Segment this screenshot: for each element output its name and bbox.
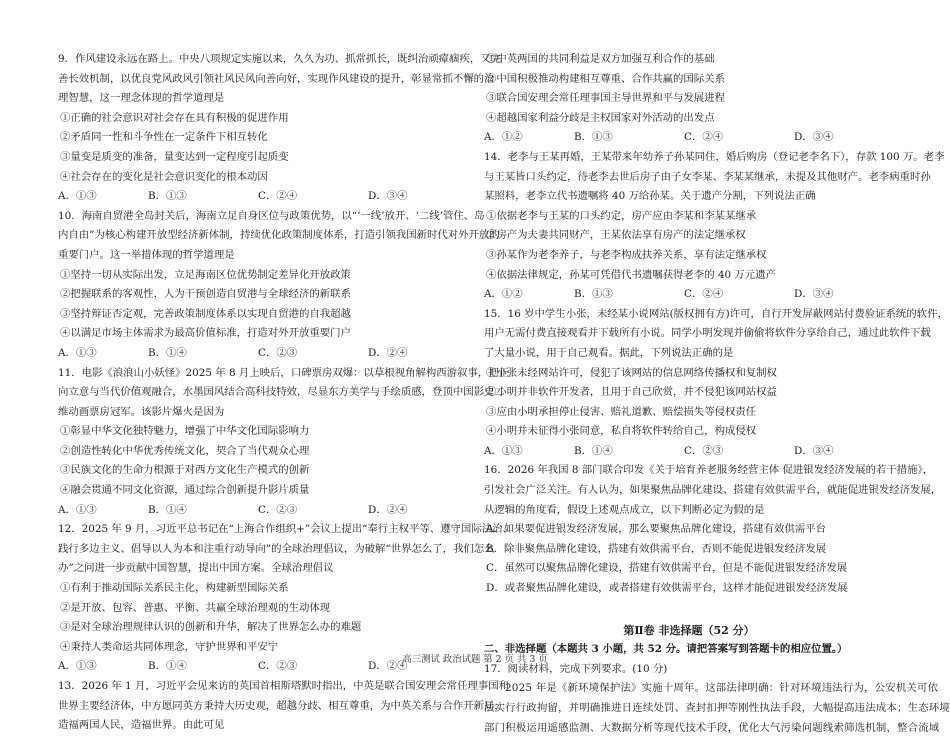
statement-item: ④社会存在的变化是社会意识变化的根本动因 [60, 170, 268, 183]
statement-item: ②创造性转化中华优秀传统文化，契合了当代观众心理 [60, 444, 310, 457]
question-stem: 重要门户。这一举措体现的哲学道理是 [58, 248, 235, 261]
statement-item: ②中国积极推动构建相互尊重、合作共赢的国际关系 [486, 72, 725, 85]
option-b[interactable]: B．①④ [148, 503, 187, 516]
question-stem: 办”之问进一步贡献中国智慧，提出中国方案。全球治理倡议 [58, 562, 334, 575]
option-d[interactable]: D．③④ [794, 444, 834, 457]
option-a[interactable]: A．①② [484, 288, 523, 301]
option-c[interactable]: C．②④ [684, 131, 724, 144]
page-footer: 高三测试 政治试题 第 2 页 共 3 页 [402, 654, 548, 665]
option-c[interactable]: C．虽然可以聚焦品牌化建设，搭建有效供需平台，但是不能促进银发经济发展 [486, 562, 848, 575]
statement-item: ③坚持辩证否定观，完善政策制度体系以实现自贸港的自我超越 [60, 307, 351, 320]
question-9 [58, 50, 502, 207]
answer-options [58, 187, 466, 207]
option-b[interactable]: B．①③ [574, 131, 613, 144]
question-stem: 9．作风建设永远在路上。中央八项规定实施以来，久久为功、抓常抓长，既纠治顽瘴痼疾，又完 [58, 53, 502, 65]
option-d[interactable]: D．③④ [794, 131, 834, 144]
answer-options [58, 344, 466, 364]
option-a[interactable]: A．如果要促进银发经济发展，那么要聚焦品牌化建设，搭建有效供需平台 [486, 523, 827, 536]
answer-options [484, 442, 894, 462]
statement-item: ④依据法律规定，孙某可凭借代书遗嘱获得老李的 40 万元遗产 [486, 268, 776, 281]
question-stem: 引发社会广泛关注。有人认为，如果聚焦品牌化建设、搭建有效供需平台，就能促进银发经济发展， [484, 484, 942, 497]
statement-item: ①彰显中华文化独特魅力，增强了中华文化国际影响力 [60, 425, 310, 438]
statement-item: ③应由小明承担停止侵害、赔礼道歉、赔偿损失等侵权责任 [486, 405, 757, 418]
option-b[interactable]: B．①③ [148, 190, 187, 203]
option-b[interactable]: B．①④ [148, 346, 187, 359]
option-c[interactable]: C．②③ [258, 660, 298, 673]
question-15 [484, 305, 948, 462]
statement-item: ③联合国安理会常任理事国主导世界和平与发展进程 [486, 92, 725, 105]
option-d[interactable]: D．②④ [368, 346, 408, 359]
option-a[interactable]: A．①② [484, 131, 523, 144]
part-2-title: 第Ⅱ卷 非选择题（52 分） [623, 623, 755, 637]
question-stem: 16．2026 年我国 8 部门联合印发《关于培育养老服务经营主体 促进银发经济发展的若干措施》， [484, 464, 934, 477]
question-stem: 理智慧，这一理念体现的哲学道理是 [58, 92, 225, 105]
option-c[interactable]: C．②③ [684, 444, 724, 457]
statement-item: ④融会贯通不同文化资源，通过综合创新提升影片质量 [60, 484, 310, 497]
option-d[interactable]: D．②④ [368, 503, 408, 516]
question-stem: 向立意与当代价值观融合，水墨国风结合高科技特效，尽显东方美学与手绘质感，登顶中国影史二 [58, 386, 505, 399]
question-stem: 世界主要经济体，中方愿同英方秉持大历史观，超越分歧、相互尊重，为中英关系与合作开新局， [58, 699, 505, 712]
statement-item: ④秉持人类命运共同体理念，守护世界和平安宁 [60, 640, 279, 653]
question-11 [58, 364, 510, 521]
question-stem: 14．老李与王某再婚，王某带来年幼养子孙某同住，婚后购房（登记老李名下），存款 100 万。老李 [484, 150, 945, 163]
right-column [484, 50, 950, 738]
option-b[interactable]: B．除非聚焦品牌化建设，搭建有效供需平台，否则不能促进银发经济发展 [486, 542, 827, 555]
statement-item: ②矛盾同一性和斗争性在一定条件下相互转化 [60, 131, 268, 144]
option-d[interactable]: D．②④ [368, 660, 408, 673]
statement-item: ①中英两国的共同利益是双方加强互利合作的基础 [486, 53, 715, 65]
option-b[interactable]: B．①④ [574, 444, 613, 457]
material-text: 部门积极运用遥感监测、大数据分析等现代技术手段，优化大气污染问题线索筛选机制，整合流域 [484, 721, 940, 734]
question-14 [484, 148, 945, 305]
statement-item: ②把握联系的客观性，人为干预创造自贸港与全球经济的新联系 [60, 288, 351, 301]
question-stem: 13．2026 年 1 月，习近平会见来访的英国首相斯塔默时指出，中英是联合国安理会常任理事国和 [58, 680, 510, 692]
statement-item: ③民族文化的生命力根源于对西方文化生产模式的创新 [60, 464, 310, 477]
question-13-continued [484, 50, 894, 148]
material-text: 2025 年是《新环境保护法》实施十周年。这部法律明确：针对环境违法行为，公安机关可依 [505, 682, 939, 695]
statement-item: ②房产为夫妻共同财产，王某依法享有房产的法定继承权 [486, 229, 746, 242]
option-c[interactable]: C．②③ [258, 346, 298, 359]
question-stem: 善长效机制，以优良党风政风引领社风民风向善向好，实现作风建设的提升，彰显常抓不懈的治 [58, 72, 495, 85]
question-stem: 11．电影《浪浪山小妖怪》2025 年 8 月上映后，口碑票房双爆：以草根视角解构西游叙事，把正 [58, 366, 510, 379]
statement-item: ③孙某作为老李养子，与老李构成扶养关系，享有法定继承权 [486, 248, 767, 261]
question-stem: 内自由”为核心构建开放型经济新体制，持续优化政策制度体系，打造引领我国新时代对外开放的 [58, 229, 500, 242]
statement-item: ①依据老李与王某的口头约定，房产应由李某和李某某继承 [486, 209, 757, 222]
option-c[interactable]: C．②③ [258, 503, 298, 516]
answer-options [484, 128, 894, 148]
option-b[interactable]: B．①③ [574, 288, 613, 301]
statement-item: ④以满足市场主体需求为最高价值标准，打造对外开放重要门户 [60, 327, 351, 340]
answer-options [484, 285, 894, 305]
question-stem: 了大量小说，用于自己观看。据此，下列说法正确的是 [484, 346, 734, 359]
option-a[interactable]: A．①③ [484, 444, 523, 457]
option-a[interactable]: A．①③ [58, 346, 97, 359]
spacer [484, 599, 894, 615]
statement-item: ①小张未经网站许可，侵犯了该网站的信息网络传播权和复制权 [486, 366, 777, 379]
option-c[interactable]: C．②④ [258, 190, 298, 203]
statement-item: ④小明并未征得小张同意，私自将软件转给自己，构成侵权 [486, 425, 757, 438]
statement-item: ③是对全球治理规律认识的创新和升华，解决了世界怎么办的难题 [60, 621, 362, 634]
statement-item: ②是开放、包容、普惠、平衡、共赢全球治理观的生动体现 [60, 601, 331, 614]
question-stem: 造福两国人民，造福世界。由此可见 [58, 719, 225, 732]
option-d[interactable]: D．或者聚焦品牌化建设，或者搭建有效供需平台，这样才能促进银发经济发展 [486, 582, 848, 595]
option-c[interactable]: C．②④ [684, 288, 724, 301]
question-stem: 10．海南自贸港全岛封关后，海南立足自身区位与政策优势，以“‘一线’放开、‘二线’管住、岛 [58, 209, 485, 222]
question-17-heading: 17．阅读材料，完成下列要求。(10 分) [484, 662, 668, 675]
option-a[interactable]: A．①③ [58, 503, 97, 516]
statement-item: ③量变是质变的准备，量变达到一定程度引起质变 [60, 150, 289, 163]
answer-options [58, 501, 466, 521]
material-text: 法实行行政拘留，并明确推进日连续处罚、查封扣押等刚性执法手段，大幅提高违法成本；生态环境 [484, 702, 950, 714]
question-stem: 某照料，老李立代书遗嘱将 40 万给孙某。关于遗产分割，下列说法正确 [484, 190, 816, 203]
statement-item: ④超越国家利益分歧是主权国家对外活动的出发点 [486, 111, 715, 124]
question-10 [58, 207, 500, 364]
statement-item: ②小明并非软件开发者，且用于自己欣赏，并不侵犯该网站权益 [486, 386, 777, 399]
question-stem: 用户无需付费直接观看并下载所有小说。同学小明发现并偷偷将软件分享给自己，通过此软件下载 [484, 327, 931, 340]
question-stem: 践行多边主义、倡导以人为本和注重行动导向”的全球治理倡议，为破解“世界怎么了，我们怎么 [58, 542, 495, 555]
question-stem: 从逻辑的角度看，假设上述观点成立，以下判断必定为假的是 [484, 503, 765, 516]
question-16 [484, 461, 942, 598]
option-d[interactable]: D．③④ [794, 288, 834, 301]
option-a[interactable]: A．①③ [58, 660, 97, 673]
option-d[interactable]: D．③④ [368, 190, 408, 203]
question-stem: 12．2025 年 9 月，习近平总书记在“上海合作组织+”会议上提出“奉行主权平等、遵守国际法治、 [58, 523, 513, 536]
option-b[interactable]: B．①④ [148, 660, 187, 673]
question-stem: 与王某皆口头约定，待老李去世后房子由子女李某、李某某继承，未提及其他财产。老李病重时孙 [484, 170, 931, 183]
question-stem: 15．16 岁中学生小张，未经某小说网站(版权拥有方)许可，自行开发屏蔽网站付费验证系统的软件， [484, 307, 948, 320]
section-2-heading: 二、非选择题（本题共 3 小题，共 52 分。请把答案写到答题卡的相应位置。） [484, 643, 848, 656]
statement-item: ①坚持一切从实际出发，立足海南区位优势制定差异化开放政策 [60, 268, 351, 281]
statement-item: ①正确的社会意识对社会存在具有积极的促进作用 [60, 111, 289, 124]
question-stem: 维动画票房冠军。该影片爆火是因为 [58, 405, 225, 418]
question-13 [58, 677, 510, 736]
statement-item: ①有利于推动国际关系民主化，构建新型国际关系 [60, 582, 289, 595]
option-a[interactable]: A．①③ [58, 190, 97, 203]
